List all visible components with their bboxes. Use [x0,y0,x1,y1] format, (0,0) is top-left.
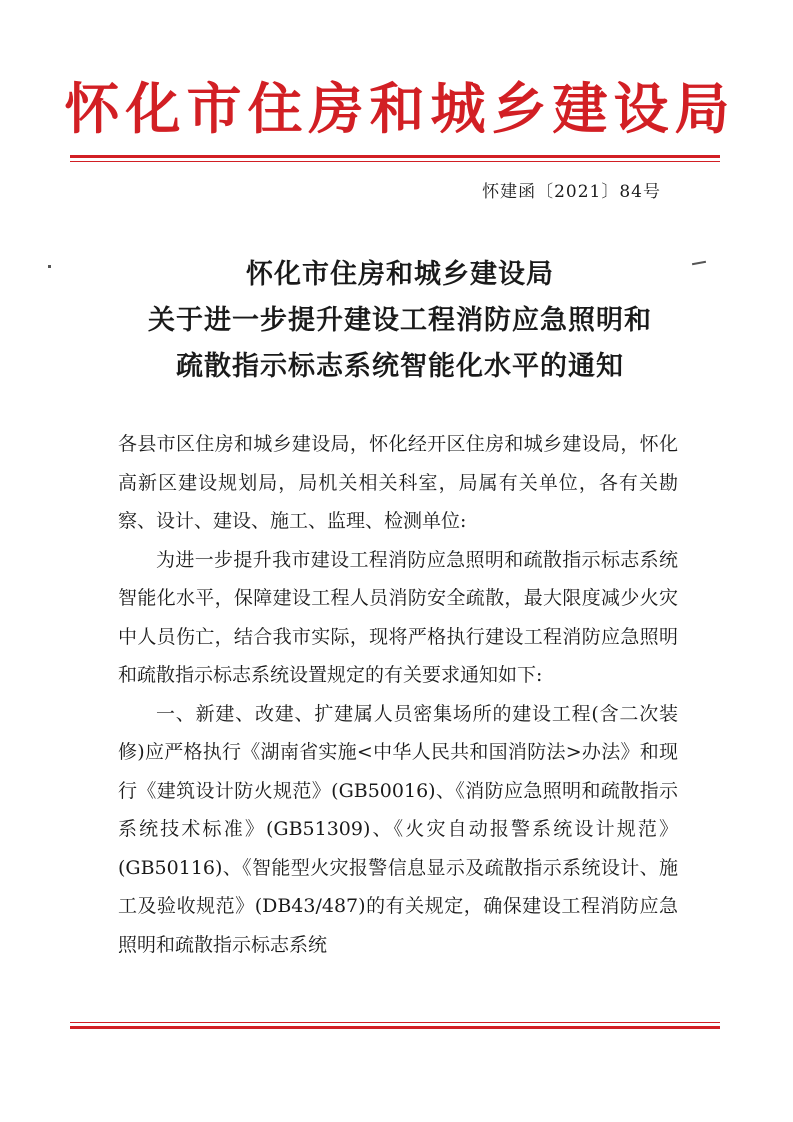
masthead-rule-thick [70,155,720,158]
masthead-rule-thin [70,161,720,162]
document-number: 怀建函〔2021〕84号 [482,182,661,202]
item-1-paragraph: 一、新建、改建、扩建属人员密集场所的建设工程(含二次装修)应严格执行《湖南省实施<中华人民共和国消防法>办法》和现行《建筑设计防火规范》(GB50016)、《消防应急照明和疏散指示系统技术标准》(GB51309)、《火灾自动报警系统设计规范》(GB50116)、《智能型火灾报警信息显示及疏散指示系统设计、施工及验收规范》(DB43/487)的有关规定，确保建设工程消防应急照明和疏散指示标志系统 [118,702,678,956]
intro-paragraph: 为进一步提升我市建设工程消防应急照明和疏散指示标志系统智能化水平，保障建设工程人员消防安全疏散，最大限度减少火灾中人员伤亡，结合我市实际，现将严格执行建设工程消防应急照明和疏散指示标志系统设置规定的有关要求通知如下: [118,548,678,686]
notice-body [118,425,678,964]
title-line-1: 怀化市住房和城乡建设局 [246,259,554,290]
title-line-2: 关于进一步提升建设工程消防应急照明和 [148,305,652,336]
masthead-title: 怀化市住房和城乡建设局 [64,76,736,141]
footer-rule-thin [70,1022,720,1023]
notice-title [60,252,740,390]
title-line-3: 疏散指示标志系统智能化水平的通知 [176,351,624,382]
recipients-paragraph: 各县市区住房和城乡建设局，怀化经开区住房和城乡建设局，怀化高新区建设规划局，局机关相关科室，局属有关单位，各有关勘察、设计、建设、施工、监理、检测单位: [118,433,678,532]
scan-speck [48,265,51,268]
footer-rule-thick [70,1026,720,1029]
